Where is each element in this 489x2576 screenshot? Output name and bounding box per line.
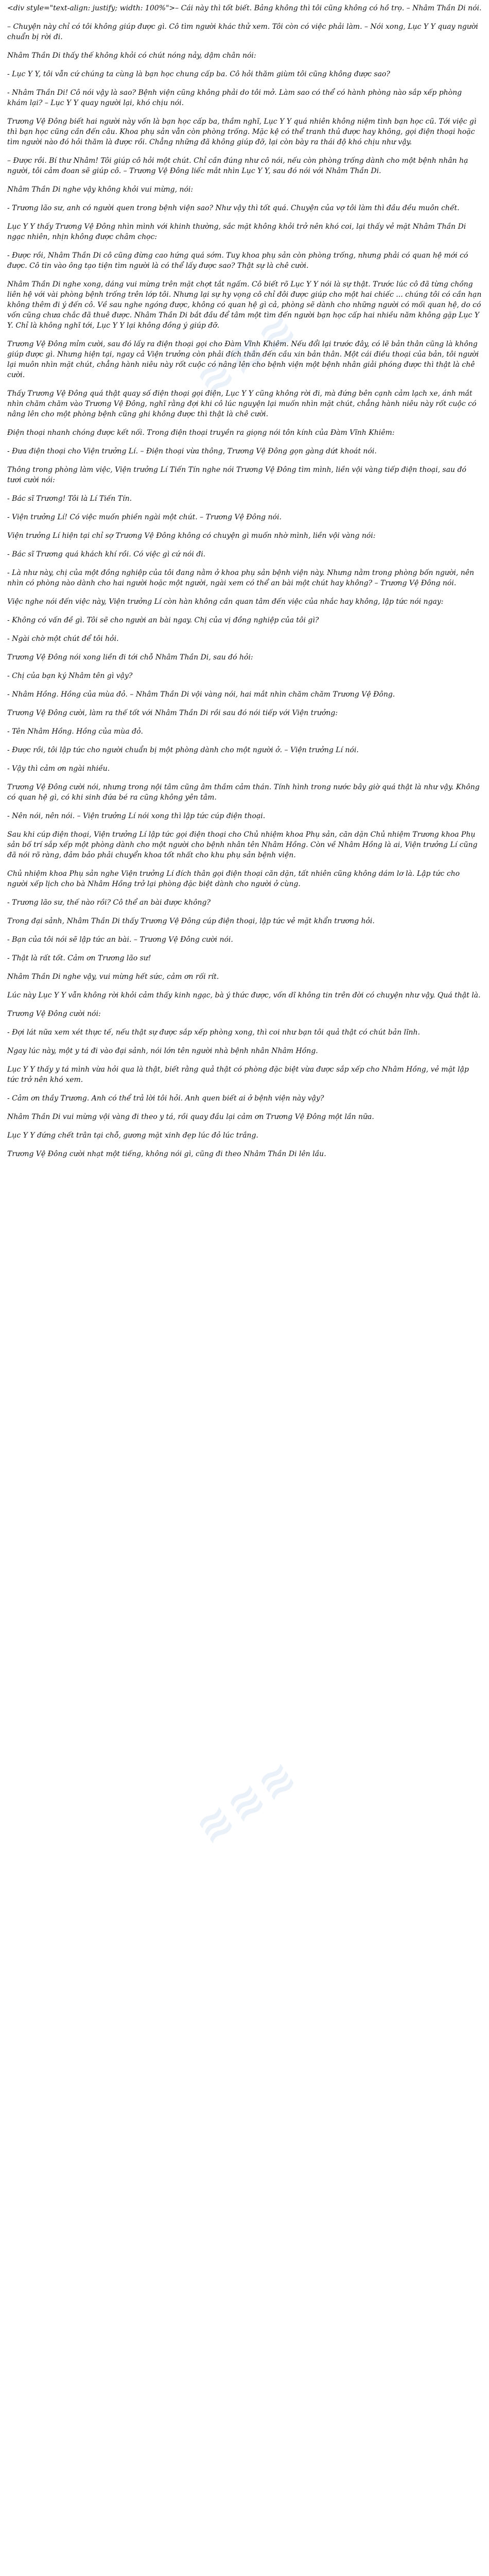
paragraph: Lục Y Y đứng chết trân tại chỗ, gương mặt xinh đẹp lúc đỏ lúc trắng. xyxy=(7,1131,258,1140)
paragraph: Chủ nhiệm khoa Phụ sản nghe Viện trưởng Lí đích thân gọi điện thoại căn dặn, tất nhiên cũng không dám lơ là. Lập tức cho người xếp lịch cho bà Nhâm Hồng trở lại phòng đặc biệt dành cho người ở cùng. xyxy=(7,870,462,888)
paragraph: - Nhâm Thần Di! Cô nói vậy là sao? Bệnh viện cũng không phải do tôi mở. Làm sao có thể có hành phòng nào sắp xếp phòng khám lại? – Lục Y Y quay người lại, khó chịu nói. xyxy=(7,89,464,107)
paragraph: Thông trong phòng làm việc, Viện trưởng Lí Tiến Tín nghe nói Trương Vệ Đông tìm mình, liền vội vàng tiếp điện thoại, sau đó tươi cười nói: xyxy=(7,466,469,484)
paragraph: Trương Vệ Đông cười nói: xyxy=(7,1010,101,1018)
paragraph: - Đưa điện thoại cho Viện trưởng Lí. – Điện thoại vừa thông, Trương Vệ Đông gọn gàng dứt khoát nói. xyxy=(7,447,377,455)
paragraph: - Được rồi, Nhâm Thần Di cô cũng đừng cao hứng quá sớm. Tuy khoa phụ sản còn phòng trống, nhưng phải có quan hệ mới có được. Cô tin vào ông tạo tiện tìm người là có thể lấy được sao? Thật sự là chê cười. xyxy=(7,251,470,270)
paragraph: Sau khi cúp điện thoại, Viện trưởng Lí lập tức gọi điện thoại cho Chủ nhiệm khoa Phụ sản, căn dặn Chủ nhiệm Trương khoa Phụ sản bố trí sắp xếp một phòng dành cho một người cho bệnh nhân tên Nhâm Hồng. Còn về Nhâm Hồng là ai, Viện trưởng Lí cũng đã nói rõ ràng, đảm bảo phải chuyển khoa tốt nhất cho khu phụ sản bệnh viện. xyxy=(7,831,480,859)
paragraph: Việc nghe nói đến việc này, Viện trưởng Lí còn hàn không cần quan tâm đến việc của nhắc hay không, lập tức nói ngay: xyxy=(7,598,444,606)
watermark-logo: ≋≋≋ xyxy=(187,1749,307,1854)
paragraph: Trong đại sảnh, Nhâm Thần Di thấy Trương Vệ Đông cúp điện thoại, lập tức vẻ mặt khẩn trương hỏi. xyxy=(7,917,375,925)
paragraph: – Chuyện này chỉ có tôi không giúp được gì. Cô tìm người khác thử xem. Tôi còn có việc phải làm. – Nói xong, Lục Y Y quay người chuẩn bị rời đi. xyxy=(7,23,481,41)
paragraph: Viện trưởng Lí hiện tại chỉ sợ Trương Vệ Đông không có chuyện gì muốn nhờ mình, liền vội vàng nói: xyxy=(7,532,376,540)
paragraph: - Tên Nhâm Hồng. Hồng của mùa đỏ. xyxy=(7,727,143,736)
paragraph: Nhâm Thần Di vui mừng vội vàng đi theo y tá, rồi quay đầu lại cảm ơn Trương Vệ Đông một lần nữa. xyxy=(7,1113,374,1121)
paragraph: Lục Y Y thấy y tá mình vừa hỏi qua là thật, biết rằng quả thật có phòng đặc biệt vừa được sắp xếp cho Nhâm Hồng, vẻ mặt lập tức trở nên khó xem. xyxy=(7,1065,471,1084)
paragraph: - Viện trưởng Lí! Có việc muốn phiền ngài một chút. – Trương Vệ Đông nói. xyxy=(7,513,282,521)
paragraph: - Thật là rất tốt. Cảm ơn Trương lão sư! xyxy=(7,954,151,962)
paragraph: - Nhâm Hồng. Hồng của mùa đỏ. – Nhâm Thần Di vội vàng nói, hai mắt nhìn chăm chăm Trương Vệ Đông. xyxy=(7,690,395,699)
paragraph: - Được rồi, tôi lập tức cho người chuẩn bị một phòng dành cho một người ở. – Viện trưởng Lí nói. xyxy=(7,746,359,754)
paragraph: - Trương lão sư, thế nào rồi? Cô thể an bài được không? xyxy=(7,899,211,907)
paragraph: Trương Vệ Đông nói xong liền đi tới chỗ Nhâm Thần Di, sau đó hỏi: xyxy=(7,653,253,662)
paragraph: Nhâm Thần Di nghe vậy không khỏi vui mừng, nói: xyxy=(7,185,194,194)
paragraph: - Vậy thì cảm ơn ngài nhiều. xyxy=(7,765,110,773)
paragraph: - Đợi lát nữa xem xét thực tế, nếu thật sự được sắp xếp phòng xong, thì coi như bạn tôi quả thật có chút bản lĩnh. xyxy=(7,1028,420,1037)
paragraph: Trương Vệ Đông cười nói, nhưng trong nội tâm cũng âm thầm cảm thán. Tính hình trong nước bây giờ quá thật là như vậy. Không có quan hệ gì, có khi sinh đứa bé ra cũng không yên tâm. xyxy=(7,783,482,802)
paragraph: - Bác sĩ Trương! Tôi là Lí Tiến Tín. xyxy=(7,495,132,503)
watermark-logo: ≋≋≋ xyxy=(187,301,307,406)
paragraph: - Bạn của tôi nói sẽ lập tức an bài. – Trương Vệ Đông cười nói. xyxy=(7,936,233,944)
header-fragment: <div style="text-align: justify; width: 100%">– Cái này thì tốt biết. Bảng không thì tôi cũng không có hồ trọ. – Nhâm Thần Di nói. xyxy=(7,4,482,12)
paragraph: Trương Vệ Đông mỉm cười, sau đó lấy ra điện thoại gọi cho Đàm Vĩnh Khiêm. Nếu đổi lại trước đây, có lẽ bản thân cũng là không giúp được gì. Nhưng hiện tại, ngay cả Viện trưởng còn phải đích thân đến cầu xin bản thân. Một cái điều thoại của bản, tôi người lại muôn nhìn mặt chút, chẳng hành niêu này rốt cuộc có nâng lên cho bệnh viện một bệnh nhân giải phóng được thì thật là chê cười. xyxy=(7,340,481,379)
paragraph: Điện thoại nhanh chóng được kết nối. Trong điện thoại truyền ra giọng nói tôn kính của Đàm Vĩnh Khiêm: xyxy=(7,429,395,437)
paragraph: Nhâm Thần Di nghe vậy, vui mừng hết sức, cảm ơn rối rít. xyxy=(7,973,219,981)
paragraph: Trương Vệ Đông biết hai người này vốn là bạn học cấp ba, thầm nghĩ, Lục Y Y quá nhiên không niệm tình bạn học cũ. Tới việc gì thì bạn học cũng cần đến câu. Khoa phụ sản vẫn còn phòng trống. Mặc kệ có thể tranh thủ được hay không, gọi điện thoại hoặc tìm người nào đó hỏi thăm là được rồi. Chẳng những đã không giúp đỡ, lại còn bày ra thái độ khó chịu như vậy. xyxy=(7,117,479,146)
paragraph: - Nên nói, nên nói. – Viện trưởng Lí nói xong thì lập tức cúp điện thoại. xyxy=(7,812,266,820)
paragraph: - Là như này, chị của một đồng nghiệp của tôi đang nằm ở khoa phụ sản bệnh viện này. Nhưng nằm trong phòng bốn người, nên nhìn có phòng nào dành cho hai người hoặc một người, ngài xem có thể an bài một chút hay không? – Trương Vệ Đông nói. xyxy=(7,569,477,587)
paragraph: Thấy Trương Vệ Đông quá thật quay số điện thoại gọi điện, Lục Y Y cũng không rời đi, mà đứng bên cạnh cảm lạch xe, ánh mắt nhìn chăm chăm vào Trương Vệ Đông, nghĩ rằng đợi khi cô lúc nguyện lại muốn nhìn mặt chút, chẳng hành niêu này rốt cuộc có nâng lên cho một phòng bệnh cũng ghi không được thì thật là chê cười. xyxy=(7,389,479,418)
paragraph: - Lục Y Y, tôi vẫn cứ chúng ta cùng là bạn học chung cấp ba. Cô hỏi thăm giùm tôi cũng không được sao? xyxy=(7,70,390,78)
paragraph: Nhâm Thần Di thấy thế không khỏi có chút nóng nảy, dậm chân nói: xyxy=(7,52,256,60)
paragraph: - Chị của bạn ký Nhâm tên gì vậy? xyxy=(7,672,133,680)
paragraph: – Được rồi. Bí thư Nhâm! Tôi giúp cô hỏi một chút. Chỉ cần đúng như cô nói, nếu còn phòng trống dành cho một bệnh nhân hạ người, tôi cảm đoan sẽ giúp cô. – Trương Vệ Đông liếc mắt nhìn Lục Y Y, sau đó nói với Nhâm Thần Di. xyxy=(7,157,470,175)
paragraph: - Trương lão sư, anh có người quen trong bệnh viện sao? Như vậy thì tốt quá. Chuyện của vợ tôi làm thì đầu đều muôn chết. xyxy=(7,204,460,212)
paragraph: Trương Vệ Đông cười, làm ra thế tốt với Nhâm Thần Di rồi sau đó nói tiếp với Viện trưởng: xyxy=(7,709,338,717)
paragraph: - Ngài chờ một chút để tôi hỏi. xyxy=(7,635,119,643)
story-text xyxy=(7,22,482,1159)
paragraph: Lúc này Lục Y Y vẫn không rời khỏi cảm thấy kinh ngạc, bà ý thức được, vốn dĩ không tin trên đời có chuyện như vậy. Quá thật là. xyxy=(7,991,481,999)
paragraph: - Cảm ơn thầy Trương. Anh có thể trả lời tôi hỏi. Anh quen biết ai ở bệnh viện này vậy? xyxy=(7,1094,324,1103)
paragraph: - Bác sĩ Trương quá khách khí rồi. Có việc gì cứ nói đi. xyxy=(7,550,206,558)
paragraph: Ngay lúc này, một y tá đi vào đại sảnh, nói lớn tên người nhà bệnh nhân Nhâm Hồng. xyxy=(7,1047,318,1055)
paragraph: - Không có vấn đề gì. Tôi sẽ cho người an bài ngay. Chị của vị đồng nghiệp của tôi gì? xyxy=(7,616,319,624)
paragraph: Trương Vệ Đông cười nhạt một tiếng, không nói gì, cũng đi theo Nhâm Thần Di lên lầu. xyxy=(7,1150,326,1158)
paragraph: Lục Y Y thấy Trương Vệ Đông nhìn mình với khinh thường, sắc mặt không khỏi trở nên khó coi, lại thấy vẻ mặt Nhâm Thần Di ngạc nhiên, nhịn không được châm chọc: xyxy=(7,223,468,241)
paragraph: Nhâm Thần Di nghe xong, dáng vui mừng trên mặt chợt tắt ngấm. Cô biết rõ Lục Y Y nói là sự thật. Trước lúc cô đã từng chồng liên hệ với vài phòng bệnh trống trên lớp tôi. Nhưng lại sự hy vọng cô chỉ đôi được giúp cho một hai chiếc ... chúng tôi có cần hạn không thêm đi ý đến cô. Về sau nghe ngóng được, không có quan hệ gì cả, phòng sẽ dành cho những người có mối quan hệ, do có vốn cũng chưa chắc đã thuê được. Nhâm Thần Di bắt đầu để tâm một tìm đến người bạn học cấp hai nhiều năm không gặp Lục Y Y. Chỉ là không nghĩ tới, Lục Y Y lại không đồng ý giúp đỡ. xyxy=(7,280,484,330)
